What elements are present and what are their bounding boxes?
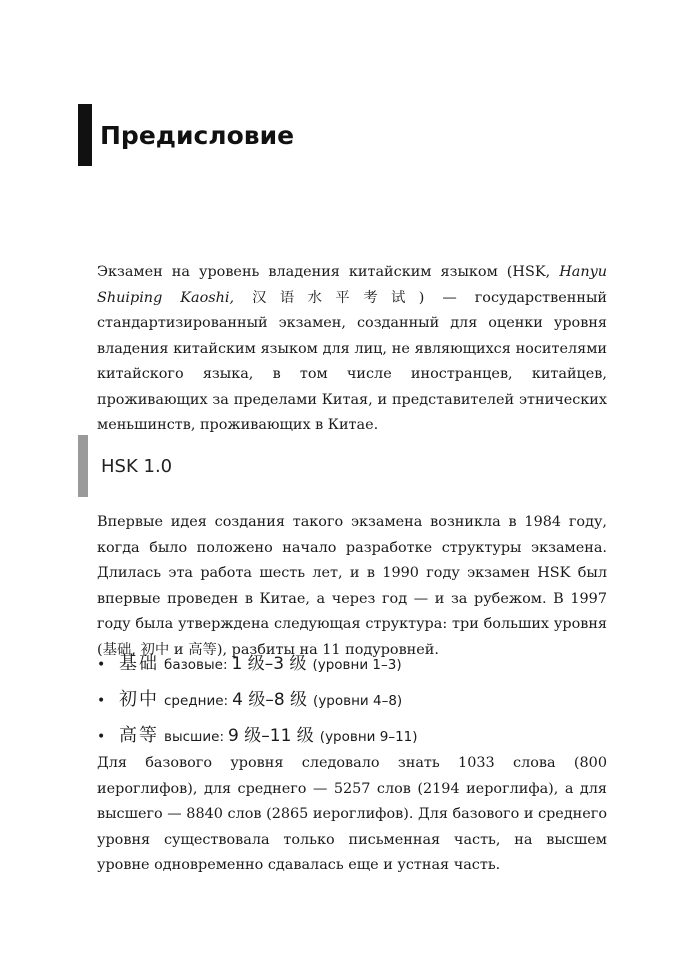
history-paragraph: Впервые идея создания такого экзамена возникла в 1984 году, когда было положено начало разработке структуры экзамена. Длилась эта работа шесть лет, и в 1990 году экзамен HSK был впервые проведен в Китае, а через год — и за рубежом. В 1997 году была утверждена следующая структура: три больших уровня (基础, 初中 и 高等), разбиты на 11 подуровней.: [97, 514, 607, 658]
bullet-icon: •: [97, 693, 106, 709]
level-hanzi: 初中: [119, 689, 159, 710]
section-heading-bar: [78, 435, 88, 497]
list-item: [97, 685, 607, 721]
levels-list: [97, 649, 607, 757]
level-hanzi: 基础: [119, 653, 159, 674]
level-sublevels: (уровни 4–8): [313, 693, 403, 709]
bullet-icon: •: [97, 729, 106, 745]
intro-text-after: ) — государственный стандартизированный экзамен, созданный для оценки уровня владения китайским языком для лиц, не являющихся носителями китайского языка, в том числе иностранцев, китайцев, проживающих за пределами Китая, и представителей этнических меньшинств, проживающих в Китае.: [97, 289, 607, 433]
level-hanzi: 高等: [119, 725, 159, 746]
level-sublevels: (уровни 1–3): [312, 657, 402, 673]
level-name: высшие:: [164, 729, 225, 745]
chapter-title: Предисловие: [100, 120, 295, 150]
level-name: базовые:: [164, 657, 228, 673]
chapter-heading: [78, 104, 294, 166]
list-item: [97, 649, 607, 685]
chapter-heading-bar: [78, 104, 92, 166]
section-title: HSK 1.0: [101, 455, 173, 477]
level-range: 1 级–3 级: [231, 654, 307, 674]
section-heading: [78, 435, 172, 497]
bullet-icon: •: [97, 657, 106, 673]
intro-text-before: Экзамен на уровень владения китайским языком (HSK,: [97, 264, 560, 280]
level-name: средние:: [164, 693, 229, 709]
level-range: 4 级–8 级: [232, 690, 308, 710]
requirements-paragraph: Для базового уровня следовало знать 1033 слова (800 иероглифов), для среднего — 5257 слов (2194 иероглифа), а для высшего — 8840 слов (2865 иероглифов). Для базового и среднего уровня существовала только письменная часть, на высшем уровне одновременно сдавалась еще и устная часть.: [97, 755, 607, 873]
level-range: 9 级–11 级: [228, 726, 314, 746]
intro-hanzi: 汉语水平考试: [234, 289, 419, 306]
level-sublevels: (уровни 9–11): [319, 729, 418, 745]
intro-italic-term: Hanyu Shuiping Kaoshi,: [97, 264, 607, 306]
intro-paragraph: [97, 260, 607, 439]
